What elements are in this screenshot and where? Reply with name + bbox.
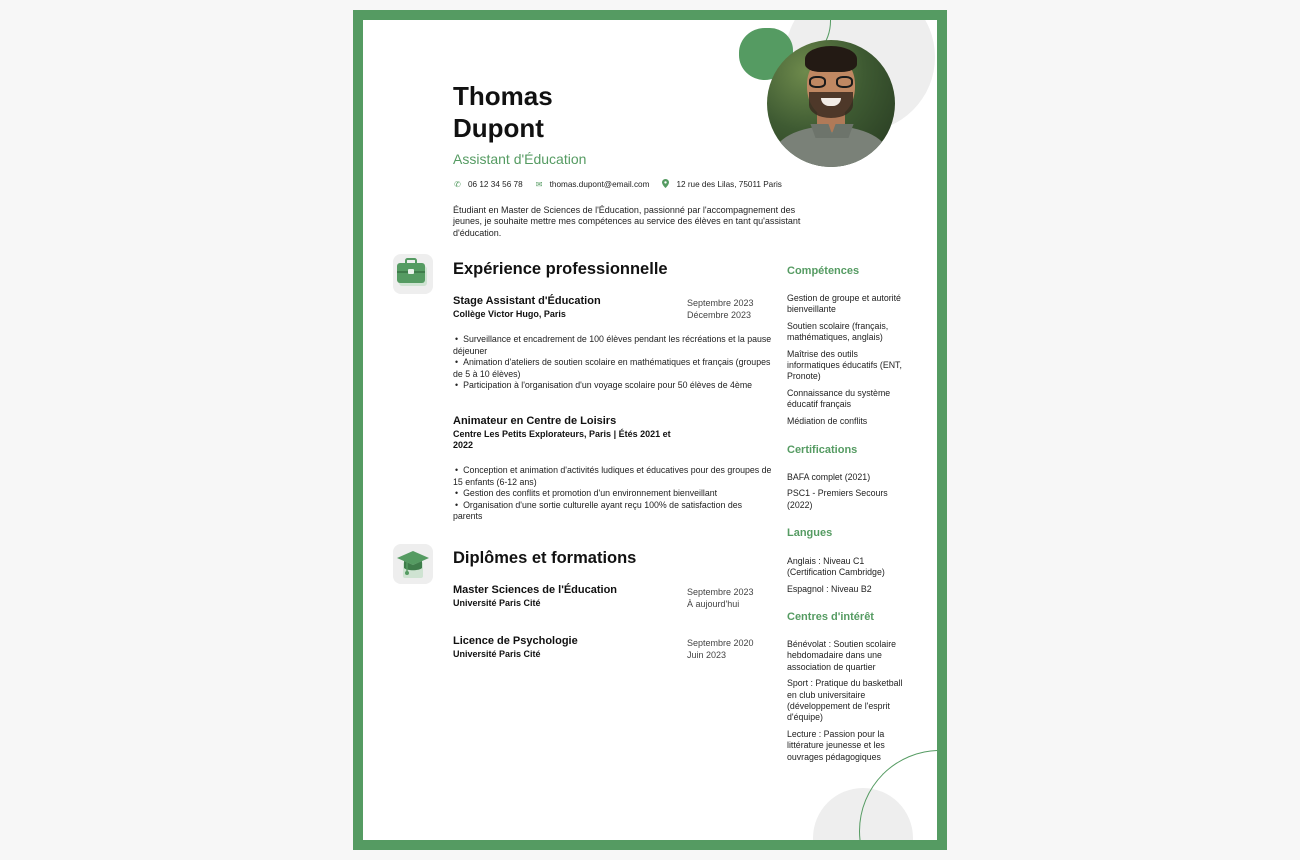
contact-address	[661, 179, 781, 190]
interests-list	[787, 639, 905, 768]
interests-section	[787, 611, 905, 623]
skills-section	[787, 265, 905, 277]
list-item: Lecture : Passion pour la littérature jeunesse et les ouvrages pédagogiques	[787, 728, 885, 762]
languages-list	[787, 556, 905, 600]
entry-title: Master Sciences de l'Éducation	[453, 584, 618, 596]
entry-dates	[687, 586, 754, 610]
date-end: Décembre 2023	[687, 310, 752, 320]
certifications-section	[787, 444, 905, 456]
date-start: Septembre 2023	[687, 587, 754, 597]
resume-page	[363, 20, 937, 840]
experience-entry	[453, 415, 773, 523]
contact-phone	[453, 180, 523, 189]
list-item: Anglais : Niveau C1 (Certification Cambridge)	[787, 556, 885, 578]
list-item: • Participation à l'organisation d'un voyage scolaire pour 50 élèves de 4ème	[453, 380, 773, 392]
profile-photo	[767, 40, 895, 167]
entry-organization: Université Paris Cité	[453, 598, 541, 608]
candidate-name	[453, 80, 553, 144]
date-start: Septembre 2020	[687, 638, 754, 648]
list-item: • Animation d'ateliers de soutien scolaire en mathématiques et français (groupes de 5 à 10 élèves)	[453, 357, 773, 380]
list-item: Soutien scolaire (français, mathématiques, anglais)	[787, 320, 889, 343]
profile-summary: Étudiant en Master de Sciences de l'Éducation, passionné par l'accompagnement des jeunes, je souhaite mettre mes compétences au service des élèves en tant qu'assistant d'éducation.	[453, 205, 801, 238]
interests-title: Centres d'intérêt	[787, 611, 874, 623]
entry-title: Licence de Psychologie	[453, 635, 578, 647]
job-title: Assistant d'Éducation	[453, 151, 587, 167]
education-entry	[453, 584, 773, 609]
entry-title: Animateur en Centre de Loisirs	[453, 415, 617, 427]
list-item: Espagnol : Niveau B2	[787, 583, 872, 594]
first-name: Thomas	[453, 81, 553, 111]
entry-bullets	[453, 465, 773, 523]
graduation-cap-icon	[393, 544, 433, 584]
contact-email	[535, 180, 650, 189]
skills-list	[787, 293, 905, 432]
entry-organization: Collège Victor Hugo, Paris	[453, 309, 566, 319]
list-item: • Gestion des conflits et promotion d'un environnement bienveillant	[453, 488, 773, 500]
location-pin-icon	[661, 179, 670, 190]
entry-bullets	[453, 334, 773, 392]
experience-section-title: Expérience professionnelle	[453, 260, 668, 278]
list-item: Maîtrise des outils informatiques éducatifs (ENT, Pronote)	[787, 348, 902, 382]
phone-text: 06 12 34 56 78	[468, 180, 523, 189]
date-start: Septembre 2023	[687, 298, 754, 308]
last-name: Dupont	[453, 113, 544, 143]
email-text: thomas.dupont@email.com	[549, 180, 650, 189]
languages-title: Langues	[787, 527, 833, 539]
education-section-title: Diplômes et formations	[453, 549, 637, 567]
list-item: Médiation de conflits	[787, 415, 868, 426]
phone-icon: ✆	[454, 180, 461, 189]
certifications-list	[787, 472, 905, 516]
entry-dates	[687, 637, 754, 661]
skills-title: Compétences	[787, 265, 860, 277]
list-item: Sport : Pratique du basketball en club universitaire (développement de l'esprit d'équipe)	[787, 678, 903, 723]
education-entry	[453, 635, 773, 660]
address-text: 12 rue des Lilas, 75011 Paris	[676, 180, 782, 189]
entry-organization: Université Paris Cité	[453, 649, 541, 659]
list-item: Gestion de groupe et autorité bienveillante	[787, 293, 901, 315]
list-item: BAFA complet (2021)	[787, 472, 871, 482]
entry-dates	[687, 297, 754, 321]
list-item: • Surveillance et encadrement de 100 élèves pendant les récréations et la pause déjeuner	[453, 334, 773, 357]
languages-section	[787, 527, 905, 539]
date-end: Juin 2023	[687, 650, 727, 660]
list-item: • Conception et animation d'activités ludiques et éducatives pour des groupes de 15 enfants (6-12 ans)	[453, 465, 773, 488]
contact-bar	[453, 179, 782, 190]
entry-title: Stage Assistant d'Éducation	[453, 295, 601, 307]
list-item: PSC1 - Premiers Secours (2022)	[787, 488, 888, 510]
list-item: Bénévolat : Soutien scolaire hebdomadaire dans une association de quartier	[787, 639, 897, 672]
list-item: Connaissance du système éducatif français	[787, 387, 891, 410]
envelope-icon: ✉	[535, 180, 543, 189]
certifications-title: Certifications	[787, 444, 858, 456]
date-end: À aujourd'hui	[687, 599, 740, 609]
briefcase-icon	[393, 254, 433, 294]
entry-organization: Centre Les Petits Explorateurs, Paris | Étés 2021 et 2022	[453, 429, 671, 450]
list-item: • Organisation d'une sortie culturelle ayant reçu 100% de satisfaction des parents	[453, 500, 773, 523]
experience-entry	[453, 295, 773, 392]
